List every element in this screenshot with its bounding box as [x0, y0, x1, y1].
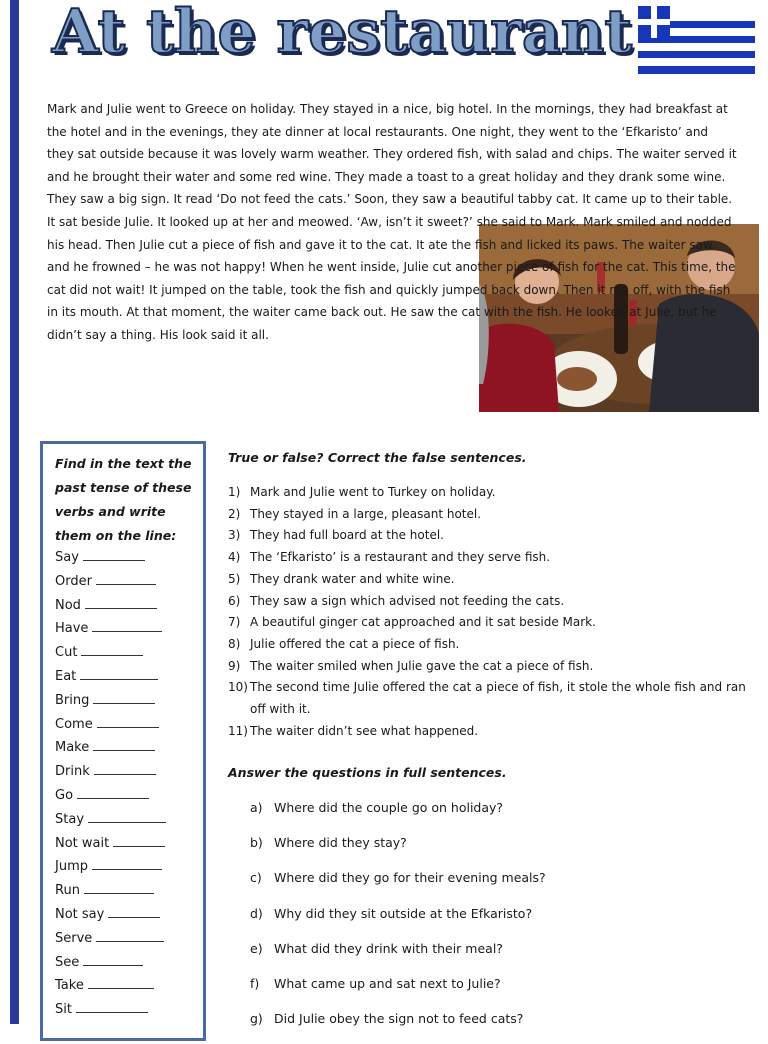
verb-item: Go: [55, 784, 166, 808]
verb-item: Stay: [55, 808, 166, 832]
list-item: 9) The waiter smiled when Julie gave the cat a piece of fish.: [228, 658, 594, 673]
verb-item: Have: [55, 617, 166, 641]
list-item: e) What did they drink with their meal?: [250, 940, 503, 956]
list-item: 7) A beautiful ginger cat approached and it sat beside Mark.: [228, 615, 596, 630]
answer-line[interactable]: [84, 879, 154, 894]
answer-line[interactable]: [77, 784, 149, 799]
answer-line[interactable]: [92, 855, 162, 870]
true-false-heading: True or false? Correct the false sentences.: [228, 450, 527, 465]
answer-line[interactable]: [97, 713, 159, 728]
list-item: g) Did Julie obey the sign not to feed cats?: [250, 1011, 524, 1027]
list-item: 11) The waiter didn’t see what happened.: [228, 723, 479, 738]
verb-item: Take: [55, 974, 166, 998]
answer-line[interactable]: [93, 736, 155, 751]
list-item: f) What came up and sat next to Julie?: [250, 975, 501, 991]
left-border-bar: [10, 0, 19, 1024]
answer-line[interactable]: [80, 665, 158, 680]
story-text: Mark and Julie went to Greece on holiday. They stayed in a nice, big hotel. In the mornings, they had breakfast at the hotel and in the evenings, they ate dinner at local restaurants. One night, they went to the ‘Efkaristo’ and they sat outside because it was lovely warm weather. They ordered fish, with salad and chips. The waiter served it and he brought their water and some red wine. They made a toast to a great holiday and they drank some wine. They saw a big sign. It read ‘Do not feed the cats.’ Soon, they saw a beautiful tabby cat. It came up to their table. It sat beside Julie. It looked up at her and meowed. ‘Aw, isn’t it sweet?’ she said to Mark. Mark smiled and nodded his head. Then Julie cut a piece of fish and gave it to the cat. It ate the fish and licked its paws. The waiter saw and he frowned – he was not happy! When he went inside, Julie cut another piece of fish for the cat. This time, the cat did not wait! It jumped on the table, took the fish and quickly jumped back down. Then it ran off, with the fish in its mouth. At that moment, the waiter came back out. He saw the cat with the fish. He looked at Julie, but he didn’t say a thing. His look said it all.: [47, 102, 737, 342]
answer-line[interactable]: [83, 951, 143, 966]
verb-item: Drink: [55, 760, 166, 784]
verb-item: Come: [55, 713, 166, 737]
verb-item: Not say: [55, 903, 166, 927]
list-item: 1) Mark and Julie went to Turkey on holiday.: [228, 485, 496, 499]
answer-line[interactable]: [96, 570, 156, 585]
verb-item: Cut: [55, 641, 166, 665]
verb-item: See: [55, 951, 166, 975]
list-item: 6) They saw a sign which advised not feeding the cats.: [228, 593, 565, 608]
list-item: 2) They stayed in a large, pleasant hotel.: [228, 506, 482, 521]
answer-line[interactable]: [93, 689, 155, 704]
verb-item: Bring: [55, 689, 166, 713]
answer-line[interactable]: [88, 974, 154, 989]
list-item: 4) The ‘Efkaristo’ is a restaurant and they serve fish.: [228, 550, 551, 565]
answer-line[interactable]: [85, 594, 157, 609]
greek-flag-icon: [638, 6, 755, 74]
verb-list: [55, 546, 166, 1022]
answer-line[interactable]: [113, 832, 165, 847]
verbs-heading: Find in the text the past tense of these verbs and write them on the line:: [55, 456, 192, 543]
list-item: 5) They drank water and white wine.: [228, 571, 455, 586]
questions-heading: Answer the questions in full sentences.: [228, 765, 507, 780]
page-title: At the restaurant: [52, 0, 633, 67]
list-item: 10) The second time Julie offered the cat a piece of fish, it stole the whole fish and ran off with it.: [228, 680, 746, 717]
list-item: d) Why did they sit outside at the Efkaristo?: [250, 905, 533, 921]
true-false-list: [228, 482, 748, 742]
verb-item: Nod: [55, 594, 166, 618]
verb-item: Not wait: [55, 832, 166, 856]
answer-line[interactable]: [76, 998, 148, 1013]
answer-line[interactable]: [83, 546, 145, 561]
verb-item: Eat: [55, 665, 166, 689]
answer-line[interactable]: [88, 808, 166, 823]
verb-item: Sit: [55, 998, 166, 1022]
verb-item: Serve: [55, 927, 166, 951]
answer-line[interactable]: [92, 617, 162, 632]
verb-item: Order: [55, 570, 166, 594]
list-item: b) Where did they stay?: [250, 835, 407, 851]
answer-line[interactable]: [108, 903, 160, 918]
list-item: 8) Julie offered the cat a piece of fish.: [228, 636, 460, 651]
answer-line[interactable]: [81, 641, 143, 656]
list-item: 3) They had full board at the hotel.: [228, 528, 444, 543]
list-item: a) Where did the couple go on holiday?: [250, 800, 504, 815]
answer-line[interactable]: [96, 927, 164, 942]
verbs-exercise-box: [40, 441, 206, 1041]
verb-item: Run: [55, 879, 166, 903]
verb-item: Make: [55, 736, 166, 760]
verb-item: Say: [55, 546, 166, 570]
verb-item: Jump: [55, 855, 166, 879]
list-item: c) Where did they go for their evening meals?: [250, 870, 546, 886]
answer-line[interactable]: [94, 760, 156, 775]
questions-list: [250, 798, 546, 1044]
